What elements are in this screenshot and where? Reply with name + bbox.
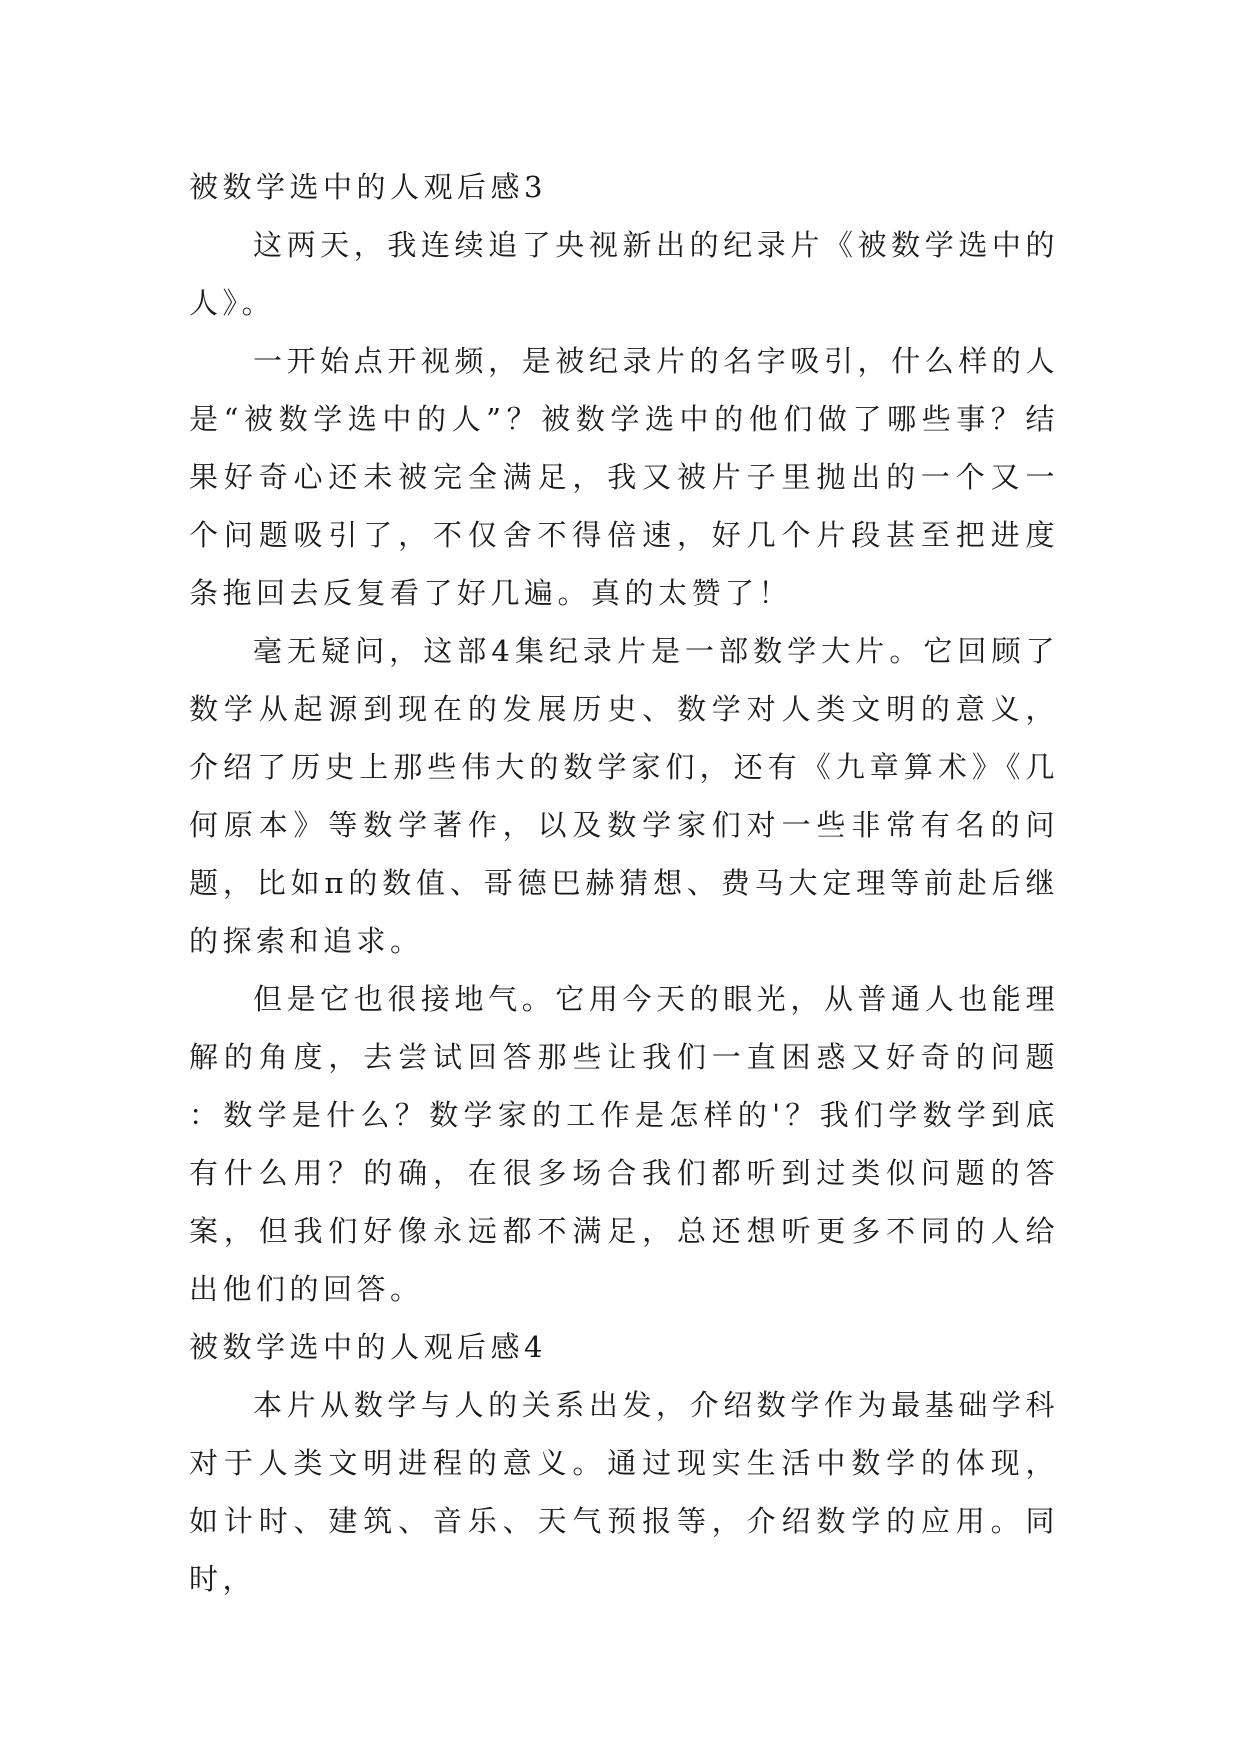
body-paragraph: 但是它也很接地气。它用今天的眼光，从普通人也能理解的角度，去尝试回答那些让我们一直困惑又好奇的问题：数学是什么？数学家的工作是怎样的'？我们学数学到底有什么用？的确，在很多场合我们都听到过类似问题的答案，但我们好像永远都不满足，总还想听更多不同的人给出他们的回答。 — [189, 982, 1059, 1306]
section-heading: 被数学选中的人观后感4 — [189, 1330, 547, 1364]
body-paragraph: 这两天，我连续追了央视新出的纪录片《被数学选中的人》。 — [189, 228, 1059, 320]
body-paragraph: 本片从数学与人的关系出发，介绍数学作为最基础学科对于人类文明进程的意义。通过现实生活中数学的体现，如计时、建筑、音乐、天气预报等，介绍数学的应用。同时， — [189, 1388, 1059, 1596]
body-paragraph: 毫无疑问，这部4集纪录片是一部数学大片。它回顾了数学从起源到现在的发展历史、数学对人类文明的意义，介绍了历史上那些伟大的数学家们，还有《九章算术》《几何原本》等数学著作，以及数学家们对一些非常有名的问题，比如π的数值、哥德巴赫猜想、费马大定理等前赴后继的探索和追求。 — [189, 634, 1059, 958]
body-paragraph: 一开始点开视频，是被纪录片的名字吸引，什么样的人是“被数学选中的人”？被数学选中的他们做了哪些事？结果好奇心还未被完全满足，我又被片子里抛出的一个又一个问题吸引了，不仅舍不得倍速，好几个片段甚至把进度条拖回去反复看了好几遍。真的太赞了！ — [189, 344, 1059, 610]
section-heading: 被数学选中的人观后感3 — [189, 170, 547, 204]
document-body — [189, 158, 1059, 1608]
